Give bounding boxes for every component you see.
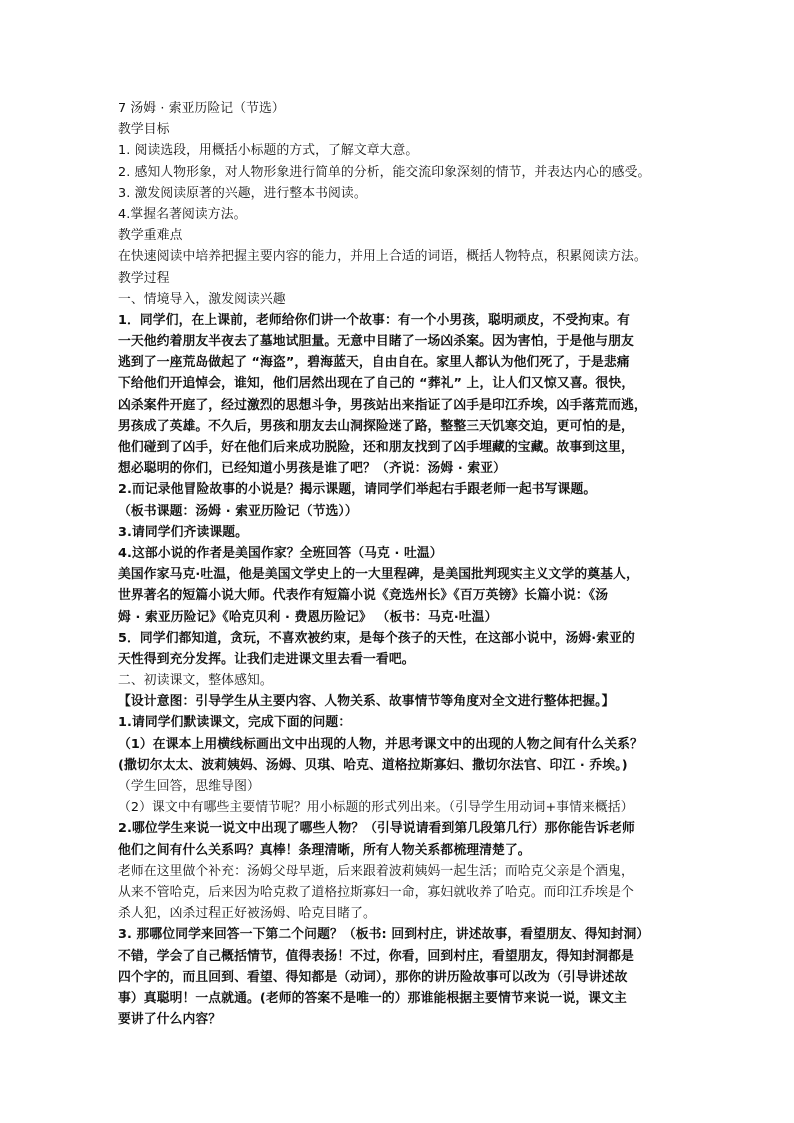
text-line: 美国作家马克·吐温，他是美国文学史上的一大里程碑，是美国批判现实主义文学的奠基人， [118,567,639,583]
text-line: 天性得到充分发挥。让我们走进课文里去看一看吧。 [118,651,415,667]
text-line: 教学重难点 [118,228,183,244]
text-line: 四个字的，而且回到、看望、得知都是（动词），那你的讲历险故事可以改为（引导讲述故 [118,969,628,985]
text-line: （板书课题：汤姆 · 索亚历险记（节选）） [118,503,358,519]
text-line: （2）课文中有哪些主要情节呢？用小标题的形式列出来。（引导学生用动词+事情来概括） [118,800,634,816]
text-line: 教学过程 [118,270,170,286]
text-line: 姆 · 索亚历险记》《哈克贝利 · 费恩历险记》 （板书：马克·吐温） [118,609,498,625]
text-line: 7 汤姆 · 索亚历险记（节选） [118,101,285,116]
text-line: 男孩成了英雄。不久后，男孩和朋友去山洞探险迷了路，整整三天饥寒交迫，更可怕的是， [118,418,634,434]
text-line: 2.而记录他冒险故事的小说是？揭示课题，请同学们举起右手跟老师一起书写课题。 [118,482,597,498]
text-line: 从来不管哈克，后来因为哈克救了道格拉斯寡妇一命，寡妇就收养了哈克。而印江乔埃是个 [118,884,634,900]
text-line: 在快速阅读中培养把握主要内容的能力，并用上合适的词语，概括人物特点，积累阅读方法。 [118,249,647,265]
text-line: 要讲了什么内容？ [118,1012,222,1028]
text-line: 1．同学们，在上课前，老师给你们讲一个故事：有一个小男孩，聪明顽皮，不受拘束。有 [118,312,630,328]
text-line: 教学目标 [118,122,170,138]
text-line: 下给他们开追悼会，谁知，他们居然出现在了自己的 “葬礼” 上，让人们又惊又喜。很快， [118,376,635,392]
text-line: 3. 那哪位同学来回答一下第二个问题？（板书: 回到村庄，讲述故事，看望朋友、得知封洞） [118,927,650,943]
text-line: 4.这部小说的作者是美国作家？全班回答（马克 · 吐温） [118,545,443,561]
text-line: 想必聪明的你们，已经知道小男孩是谁了吧？（齐说：汤姆 · 索亚） [118,461,507,477]
text-line: 1.请同学们默读课文，完成下面的问题： [118,715,352,731]
text-line: 不错，学会了自己概括情节，值得表扬！不过，你看，回到村庄，看望朋友，得知封洞都是 [118,948,634,964]
text-line: 二、初读课文，整体感知。 [118,673,273,689]
text-line: （1）在课本上用横线标画出文中出现的人物，并思考课文中的出现的人物之间有什么关系？ [118,736,643,752]
text-line: 3.请同学们齐读课题。 [118,524,249,540]
text-line: 一、情境导入，激发阅读兴趣 [118,291,286,307]
text-line: 一天他约着朋友半夜去了墓地试胆量。无意中目睹了一场凶杀案。因为害怕，于是他与朋友 [118,334,634,350]
text-line: 4.掌握名著阅读方法。 [118,206,247,222]
text-line: 逃到了一座荒岛做起了 “海盗”，碧海蓝天，自由自在。家里人都认为他们死了，于是悲痛 [118,355,630,371]
text-line: 5．同学们都知道，贪玩，不喜欢被约束，是每个孩子的天性，在这部小说中，汤姆·索亚的 [118,630,635,646]
text-line: 事）真聪明！一点就通。(老师的答案不是唯一的）那谁能根据主要情节来说一说，课文主 [118,990,627,1006]
text-line: 2. 感知人物形象，对人物形象进行简单的分析，能交流印象深刻的情节，并表达内心的感受。 [118,164,651,180]
text-line: （学生回答，思维导图） [118,779,260,794]
text-line: 老师在这里做个补充：汤姆父母早逝，后来跟着波莉姨妈一起生活；而哈克父亲是个酒鬼， [118,863,634,879]
text-line: 【设计意图：引导学生从主要内容、人物关系、故事情节等角度对全文进行整体把握。】 [118,694,615,710]
text-line: 1. 阅读选段，用概括小标题的方式，了解文章大意。 [118,143,419,159]
text-line: 3. 激发阅读原著的兴趣，进行整本书阅读。 [118,185,367,201]
text-line: 他们之间有什么关系吗？真棒！条理清晰，所有人物关系都梳理清楚了。 [118,842,531,858]
text-line: (撒切尔太太、波莉姨妈、汤姆、贝琪、哈克、道格拉斯寡妇、撒切尔法官、印江 · 乔埃。) [118,757,628,773]
text-line: 2.哪位学生来说一说文中出现了哪些人物？（引导说请看到第几段第几行）那你能告诉老师 [118,821,635,837]
text-line: 凶杀案件开庭了，经过激烈的思想斗争，男孩站出来指证了凶手是印江乔埃，凶手落荒而逃， [118,397,647,413]
text-line: 他们碰到了凶手，好在他们后来成功脱险，还和朋友找到了凶手埋藏的宝藏。故事到这里， [118,440,634,455]
text-line: 杀人犯，凶杀过程正好被汤姆、哈克目睹了。 [118,906,376,922]
text-line: 世界著名的短篇小说大师。代表作有短篇小说《竞选州长》《百万英镑》长篇小说：《汤 [118,588,609,604]
document-page [118,98,680,1030]
